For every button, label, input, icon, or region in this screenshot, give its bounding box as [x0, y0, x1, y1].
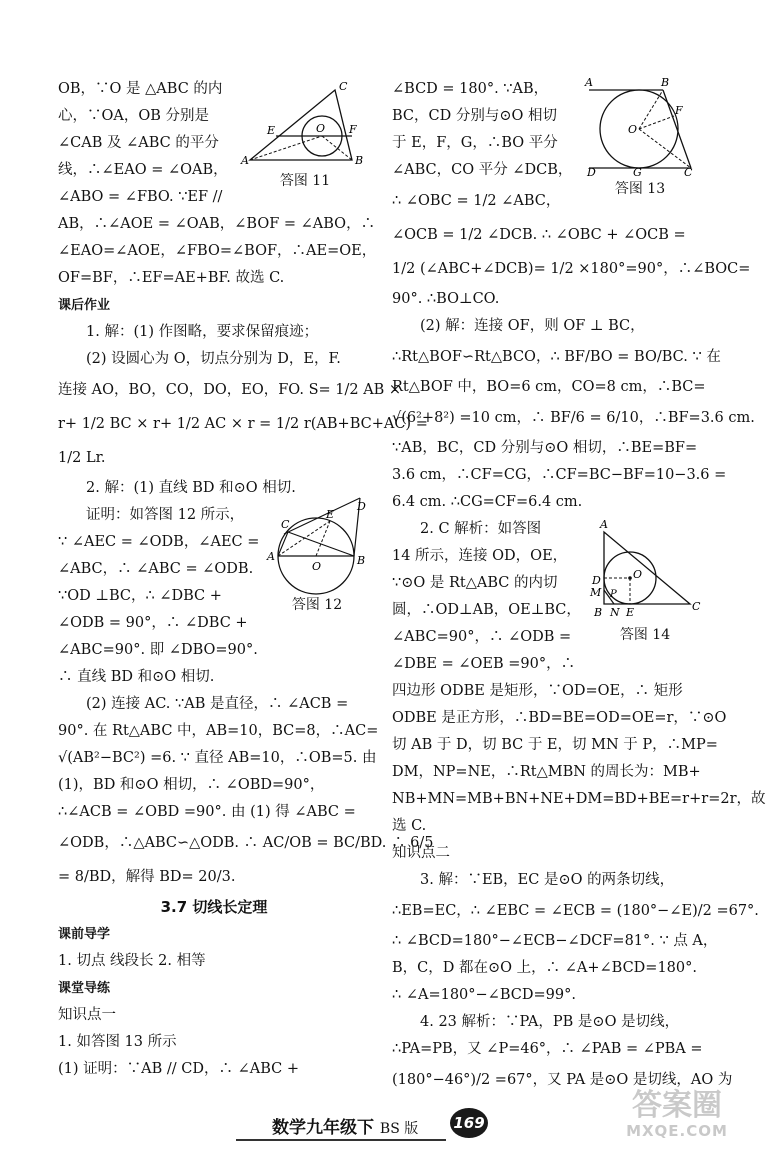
text-line: Rt△BOF 中，BO=6 cm，CO=8 cm，∴BC= — [392, 379, 706, 395]
text-line: ∠ABO = ∠FBO. ∵EF // — [58, 189, 223, 205]
text-line: 线，∴∠EAO = ∠OAB， — [58, 162, 228, 178]
text-line: 切 AB 于 D，切 BC 于 E，切 MN 于 P，∴MP= — [392, 737, 718, 753]
figure-14-diagram — [588, 518, 702, 622]
text-line: (2) 连接 AC. ∵AB 是直径，∴ ∠ACB = — [86, 696, 349, 712]
watermark-url: MXQE.COM — [626, 1122, 728, 1140]
fig-label: B — [355, 154, 364, 167]
text-line: OF=BF，∴EF=AE+BF. 故选 C. — [58, 270, 285, 286]
text-line: r+ 1/2 BC × r+ 1/2 AC × r = 1/2 r(AB+BC+AC) = — [58, 416, 428, 432]
fig-label: D — [592, 574, 601, 587]
text-line: 3.6 cm，∴CF=CG，∴CF=BC−BF=10−3.6 = — [392, 467, 727, 483]
fig-label: E — [267, 124, 276, 137]
fig-label: E — [626, 606, 635, 619]
fig-label: O — [312, 560, 322, 573]
text-line: 知识点二 — [392, 845, 450, 861]
fig-label: M — [590, 586, 602, 599]
text-line: 3. 解：∵EB，EC 是⊙O 的两条切线， — [420, 872, 675, 888]
fig-label: O — [316, 122, 326, 135]
fig-label: C — [339, 80, 348, 93]
text-line: 心，∵OA，OB 分别是 — [58, 108, 210, 124]
text-line: 2. C 解析：如答图 — [420, 521, 542, 537]
figure-caption: 答图 14 — [619, 627, 671, 643]
text-line: 1. 切点 线段长 2. 相等 — [58, 953, 206, 969]
text-line: 14 所示，连接 OD，OE， — [392, 548, 568, 564]
text-line: ∵OD ⊥BC，∴ ∠DBC + — [58, 588, 222, 604]
text-line: √(AB²−BC²) =6. ∵ 直径 AB=10，∴OB=5. 由 — [58, 750, 377, 766]
fig-label: P — [610, 589, 617, 600]
text-line: ∠OCB = 1/2 ∠DCB. ∴ ∠OBC + ∠OCB = — [392, 227, 686, 243]
text-line: AB，∴∠AOE = ∠OAB，∠BOF = ∠ABO，∴ — [58, 216, 376, 232]
fig-label: N — [610, 606, 620, 619]
text-line: ∠EAO=∠AOE，∠FBO=∠BOF，∴AE=OE， — [58, 243, 377, 259]
text-line: ∠ABC=90°，∴ ∠ODB = — [392, 629, 572, 645]
text-line: ∠CAB 及 ∠ABC 的平分 — [58, 135, 219, 151]
text-line: ∵AB，BC，CD 分别与⊙O 相切，∴BE=BF= — [392, 440, 698, 456]
fig-label: O — [628, 123, 638, 136]
text-line: ∠ABC，CO 平分 ∠DCB， — [392, 162, 573, 178]
section-heading: 课堂导练 — [58, 981, 111, 996]
figure-11 — [240, 78, 370, 190]
text-line: 2. 解：(1) 直线 BD 和⊙O 相切. — [86, 480, 296, 496]
text-line: ∴ ∠BCD=180°−∠ECB−∠DCF=81°. ∵ 点 A， — [392, 933, 718, 949]
figure-13-diagram — [585, 76, 695, 179]
fig-label: B — [594, 606, 603, 619]
text-line: 90°. ∴BO⊥CO. — [392, 291, 500, 307]
fig-label: E — [326, 508, 335, 521]
text-line: ∠DBE = ∠OEB =90°，∴ — [392, 656, 576, 672]
text-line: ∴EB=EC，∴ ∠EBC = ∠ECB = (180°−∠E)/2 =67°. — [392, 903, 759, 919]
fig-label: A — [600, 518, 608, 531]
figure-12-diagram — [264, 494, 370, 592]
text-line: = 8/BD，解得 BD= 20/3. — [58, 869, 236, 885]
edition-label: BS 版 — [379, 1121, 419, 1137]
text-line: (1) 证明：∵AB // CD，∴ ∠ABC + — [58, 1061, 299, 1077]
footer-title — [272, 1113, 418, 1138]
figure-caption: 答图 11 — [279, 173, 331, 189]
fig-label: A — [241, 154, 249, 167]
text-line: ∠BCD = 180°. ∵AB， — [392, 81, 549, 97]
figure-12 — [264, 494, 370, 614]
text-line: (1)，BD 和⊙O 相切，∴ ∠OBD=90°， — [58, 777, 325, 793]
text-line: 连接 AO，BO，CO，DO，EO，FO. S= 1/2 AB × — [58, 382, 402, 398]
text-line: 1. 如答图 13 所示 — [58, 1034, 177, 1050]
text-line: 于 E，F，G，∴BO 平分 — [392, 135, 558, 151]
fig-label: D — [587, 166, 596, 179]
figure-14 — [588, 518, 702, 644]
figure-caption: 答图 13 — [614, 181, 666, 197]
fig-label: B — [357, 554, 366, 567]
section-heading: 课前导学 — [58, 927, 111, 942]
text-line: ∴Rt△BOF∽Rt△BCO，∴ BF/BO = BO/BC. ∵ 在 — [392, 349, 721, 365]
fig-label: A — [585, 76, 593, 89]
text-line: 证明：如答图 12 所示， — [86, 507, 245, 523]
text-line: OB，∵O 是 △ABC 的内 — [58, 81, 223, 97]
text-line: (2) 设圆心为 O，切点分别为 D，E，F. — [86, 351, 341, 367]
text-line: ∴PA=PB，又 ∠P=46°，∴ ∠PAB = ∠PBA = — [392, 1041, 703, 1057]
text-line: B，C，D 都在⊙O 上，∴ ∠A+∠BCD=180°. — [392, 960, 697, 976]
text-line: BC，CD 分别与⊙O 相切 — [392, 108, 557, 124]
fig-label: G — [633, 166, 642, 179]
text-line: 90°. 在 Rt△ABC 中，AB=10，BC=8，∴AC= — [58, 723, 379, 739]
text-line: ∴ ∠OBC = 1/2 ∠ABC， — [392, 193, 561, 209]
text-line: ∴ 直线 BD 和⊙O 相切. — [58, 669, 215, 685]
fig-label: C — [684, 166, 693, 179]
section-heading: 课后作业 — [58, 298, 111, 313]
fig-label: B — [661, 76, 670, 89]
text-line: 1/2 (∠ABC+∠DCB)= 1/2 ×180°=90°，∴∠BOC= — [392, 261, 751, 277]
text-line: ∵⊙O 是 Rt△ABC 的内切 — [392, 575, 558, 591]
text-line: ∠ODB = 90°，∴ ∠DBC + — [58, 615, 248, 631]
text-line: (180°−46°)/2 =67°，又 PA 是⊙O 是切线，AO 为 — [392, 1072, 733, 1088]
fig-label: O — [633, 568, 643, 581]
text-line: √(6²+8²) =10 cm，∴ BF/6 = 6/10，∴BF=3.6 cm. — [392, 410, 755, 426]
fig-label: D — [357, 500, 366, 513]
section-title: 3.7 切线长定理 — [160, 898, 268, 916]
fig-label: F — [349, 123, 357, 136]
text-line: 四边形 ODBE 是矩形，∵OD=OE，∴ 矩形 — [392, 683, 683, 699]
figure-13 — [585, 78, 695, 198]
text-line: ∠ODB，∴△ABC∽△ODB. ∴ AC/OB = BC/BD. ∴ 6/5 — [58, 835, 434, 851]
text-line: ∴∠ACB = ∠OBD =90°. 由 (1) 得 ∠ABC = — [58, 804, 356, 820]
figure-caption: 答图 12 — [291, 597, 343, 613]
watermark — [612, 1090, 742, 1146]
text-line: ∵ ∠AEC = ∠ODB，∠AEC = — [58, 534, 260, 550]
text-line: 圆，∴OD⊥AB，OE⊥BC， — [392, 602, 581, 618]
text-line: ∠ABC=90°. 即 ∠DBO=90°. — [58, 642, 258, 658]
watermark-text: 答案圈 — [632, 1088, 722, 1123]
footer-rule — [236, 1139, 446, 1141]
text-line: DM，NP=NE，∴Rt△MBN 的周长为：MB+ — [392, 764, 701, 780]
text-line: NB+MN=MB+BN+NE+DM=BD+BE=r+r=2r，故 — [392, 791, 766, 807]
fig-label: A — [267, 550, 275, 563]
text-line: 4. 23 解析：∵PA，PB 是⊙O 是切线， — [420, 1014, 680, 1030]
fig-label: F — [675, 104, 683, 117]
text-line: 1. 解：(1) 作图略，要求保留痕迹； — [86, 324, 319, 340]
text-line: 6.4 cm. ∴CG=CF=6.4 cm. — [392, 494, 583, 510]
text-line: ∠ABC，∴ ∠ABC = ∠ODB. — [58, 561, 254, 577]
text-line: ∴ ∠A=180°−∠BCD=99°. — [392, 987, 576, 1003]
text-line: 1/2 Lr. — [58, 450, 106, 466]
book-title: 数学九年级下 — [272, 1118, 374, 1138]
figure-11-diagram — [240, 78, 370, 168]
text-line: ODBE 是正方形，∴BD=BE=OD=OE=r，∵⊙O — [392, 710, 727, 726]
text-line: 知识点一 — [58, 1007, 116, 1023]
text-line: 选 C. — [392, 818, 427, 834]
fig-label: C — [281, 518, 290, 531]
page-number: 169 — [450, 1108, 488, 1138]
fig-label: C — [692, 600, 701, 613]
text-line: (2) 解：连接 OF，则 OF ⊥ BC， — [420, 318, 645, 334]
